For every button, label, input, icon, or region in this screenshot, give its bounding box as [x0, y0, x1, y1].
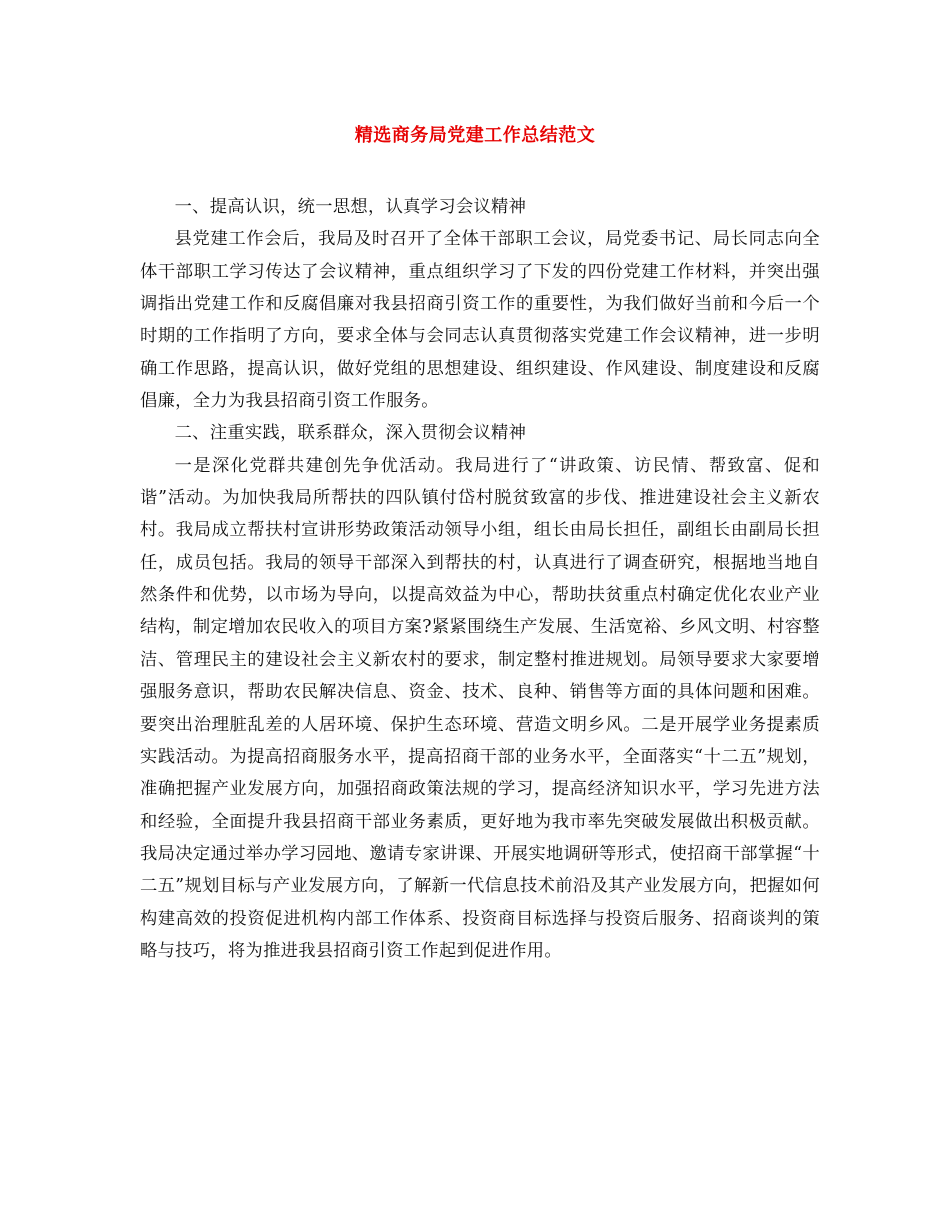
section-heading-1: 一、提高认识，统一思想，认真学习会议精神	[174, 197, 527, 217]
body-paragraph-1: 县党建工作会后，我局及时召开了全体干部职工会议，局党委书记、局长同志向全体干部职工学习传达了会议精神，重点组织学习了下发的四份党建工作材料，并突出强调指出党建工作和反腐倡廉对我县招商引资工作的重要性，为我们做好当前和今后一个时期的工作指明了方向，要求全体与会同志认真贯彻落实党建工作会议精神，进一步明确工作思路，提高认识，做好党组的思想建设、组织建设、作风建设、制度建设和反腐倡廉，全力为我县招商引资工作服务。	[140, 229, 820, 412]
document-title: 精选商务局党建工作总结范文	[354, 125, 596, 146]
section-heading-2: 二、注重实践，联系群众，深入贯彻会议精神	[174, 423, 527, 444]
body-paragraph-2: 一是深化党群共建创先争优活动。我局进行了“讲政策、访民情、帮致富、促和谐”活动。为加快我局所帮扶的四队镇付岱村脱贫致富的步伐、推进建设社会主义新农村。我局成立帮扶村宣讲形势政策活动领导小组，组长由局长担任，副组长由副局长担任，成员包括。我局的领导干部深入到帮扶的村，认真进行了调查研究，根据地当地自然条件和优势，以市场为导向，以提高效益为中心，帮助扶贫重点村确定优化农业产业结构，制定增加农民收入的项目方案?紧紧围绕生产发展、生活宽裕、乡风文明、村容整洁、管理民主的建设社会主义新农村的要求，制定整村推进规划。局领导要求大家要增强服务意识，帮助农民解决信息、资金、技术、良种、销售等方面的具体问题和困难。要突出治理脏乱差的人居环境、保护生态环境、营造文明乡风。二是开展学业务提素质实践活动。为提高招商服务水平，提高招商干部的业务水平，全面落实“十二五”规划，准确把握产业发展方向，加强招商政策法规的学习，提高经济知识水平，学习先进方法和经验，全面提升我县招商干部业务素质，更好地为我市率先突破发展做出积极贡献。我局决定通过举办学习园地、邀请专家讲课、开展实地调研等形式，使招商干部掌握“十二五”规划目标与产业发展方向，了解新一代信息技术前沿及其产业发展方向，把握如何构建高效的投资促进机构内部工作体系、投资商目标选择与投资后服务、招商谈判的策略与技巧，将为推进我县招商引资工作起到促进作用。	[140, 455, 820, 961]
document-body	[140, 191, 820, 967]
